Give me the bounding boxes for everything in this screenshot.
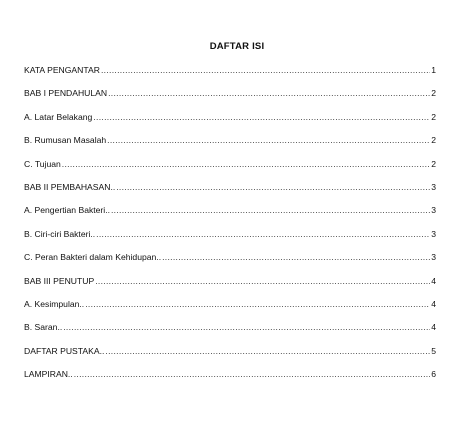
dot-leader (85, 296, 430, 312)
toc-entry-bab-2 (24, 179, 436, 202)
toc-entry-page-number: 1 (431, 65, 436, 75)
toc-entry-page-number: 6 (431, 369, 436, 380)
toc-entry-label: A. Kesimpulan.. (24, 298, 85, 309)
toc-entry-kata-pengantar (24, 62, 436, 85)
toc-entry-tujuan (24, 156, 436, 179)
toc-entry-peran-bakteri (24, 249, 436, 272)
toc-entry-page-number: 3 (431, 181, 436, 192)
toc-entry-label: A. Pengertian Bakteri.. (24, 205, 110, 216)
toc-entry-label: C. Peran Bakteri dalam Kehidupan.. (24, 252, 162, 263)
toc-entry-page-number: 4 (431, 322, 436, 333)
toc-entry-saran (24, 319, 436, 342)
toc-entry-label: BAB I PENDAHULAN (24, 88, 108, 99)
toc-entry-page-number: 4 (431, 298, 436, 309)
toc-entry-bab-1 (24, 85, 436, 108)
toc-entry-label: BAB III PENUTUP (24, 275, 95, 286)
toc-entry-pengertian-bakteri (24, 202, 436, 225)
toc-entry-label: A. Latar Belakang (24, 111, 93, 122)
toc-entry-label: LAMPIRAN.. (24, 369, 73, 380)
toc-entry-page-number: 4 (431, 275, 436, 286)
dot-leader (95, 273, 430, 289)
toc-entry-latar-belakang (24, 109, 436, 132)
toc-entry-label: DAFTAR PUSTAKA.. (24, 345, 105, 356)
dot-leader (74, 366, 430, 382)
toc-entry-label: B. Saran.. (24, 322, 63, 333)
toc-entry-bab-3 (24, 273, 436, 296)
toc-entry-kesimpulan (24, 296, 436, 319)
toc-entry-page-number: 2 (431, 135, 436, 146)
dot-leader (62, 156, 430, 172)
dot-leader (93, 109, 430, 125)
toc-entry-label: B. Ciri-ciri Bakteri.. (24, 228, 96, 239)
toc-entry-page-number: 5 (431, 345, 436, 356)
dot-leader (107, 132, 430, 148)
dot-leader (105, 343, 430, 359)
dot-leader (116, 179, 430, 195)
toc-entry-page-number: 3 (431, 205, 436, 216)
page-title: DAFTAR ISI (209, 41, 265, 52)
toc-entry-rumusan-masalah (24, 132, 436, 155)
toc-entry-label: BAB II PEMBAHASAN.. (24, 181, 116, 192)
toc-entry-label: C. Tujuan (24, 158, 61, 169)
toc-entry-page-number: 2 (431, 88, 436, 99)
toc-entry-page-number: 3 (431, 252, 436, 263)
toc-entry-label: B. Rumusan Masalah (24, 135, 107, 146)
toc-entry-page-number: 3 (431, 228, 436, 239)
dot-leader (101, 62, 430, 78)
table-of-contents (24, 62, 436, 389)
dot-leader (162, 249, 430, 265)
dot-leader (63, 319, 430, 335)
toc-entry-page-number: 2 (431, 158, 436, 169)
dot-leader (96, 226, 430, 242)
toc-entry-daftar-pustaka (24, 343, 436, 366)
toc-entry-ciri-ciri-bakteri (24, 226, 436, 249)
dot-leader (111, 202, 430, 218)
toc-entry-page-number: 2 (431, 111, 436, 122)
toc-entry-lampiran (24, 366, 436, 389)
dot-leader (108, 85, 430, 101)
toc-entry-label: KATA PENGANTAR (24, 65, 100, 75)
